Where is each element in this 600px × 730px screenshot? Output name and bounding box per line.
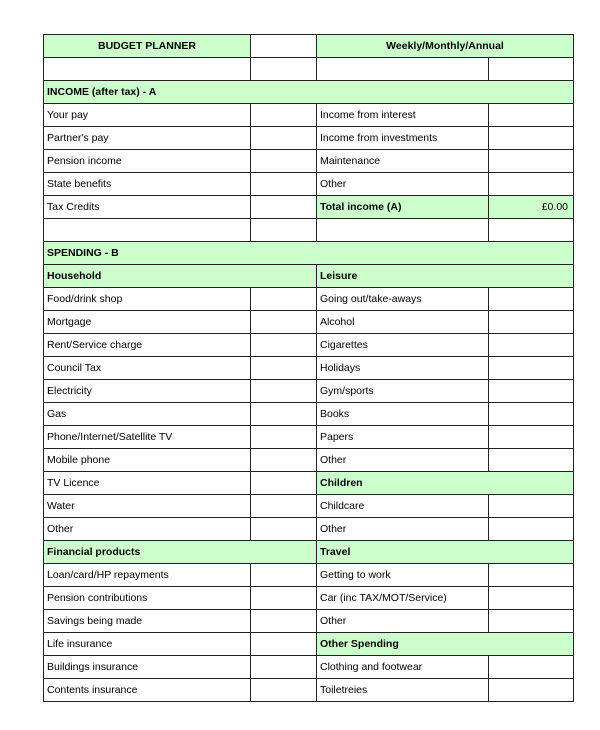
spending-label: Pension contributions [44, 587, 251, 610]
spending-label: Childcare [317, 495, 489, 518]
cell[interactable] [44, 219, 251, 242]
spending-value-cell[interactable] [489, 380, 574, 403]
income-section-title: INCOME (after tax) - A [44, 81, 574, 104]
income-label: Other [317, 173, 489, 196]
spending-value-cell[interactable] [251, 288, 317, 311]
income-section-row [44, 81, 574, 104]
spending-label: Mobile phone [44, 449, 251, 472]
spending-label: Other [317, 449, 489, 472]
total-income-label: Total income (A) [317, 196, 489, 219]
income-value-cell[interactable] [251, 127, 317, 150]
spending-value-cell[interactable] [251, 633, 317, 656]
spending-label: Contents insurance [44, 679, 251, 702]
cell[interactable] [251, 219, 317, 242]
table-row [44, 633, 574, 656]
spending-label: Council Tax [44, 357, 251, 380]
income-label: State benefits [44, 173, 251, 196]
financial-products-title: Financial products [44, 541, 317, 564]
cell[interactable] [317, 219, 489, 242]
spending-value-cell[interactable] [251, 357, 317, 380]
income-label: Pension income [44, 150, 251, 173]
table-row [44, 587, 574, 610]
spending-label: Getting to work [317, 564, 489, 587]
table-row [44, 288, 574, 311]
spending-label: TV Licence [44, 472, 251, 495]
cell[interactable] [489, 58, 574, 81]
table-row [44, 173, 574, 196]
table-row [44, 150, 574, 173]
spending-label: Going out/take-aways [317, 288, 489, 311]
spending-section-title: SPENDING - B [44, 242, 574, 265]
spending-label: Other [317, 518, 489, 541]
header-row [44, 35, 574, 58]
spending-label: Clothing and footwear [317, 656, 489, 679]
table-row [44, 518, 574, 541]
spending-value-cell[interactable] [251, 449, 317, 472]
table-row [44, 104, 574, 127]
table-row [44, 196, 574, 219]
budget-planner-table [43, 34, 574, 702]
spending-value-cell[interactable] [489, 449, 574, 472]
spending-label: Alcohol [317, 311, 489, 334]
category-row [44, 265, 574, 288]
spending-label: Cigarettes [317, 334, 489, 357]
income-label: Maintenance [317, 150, 489, 173]
spending-value-cell[interactable] [251, 656, 317, 679]
spending-label: Food/drink shop [44, 288, 251, 311]
spending-label: Other [44, 518, 251, 541]
spending-label: Mortgage [44, 311, 251, 334]
cell[interactable] [251, 58, 317, 81]
spending-value-cell[interactable] [489, 610, 574, 633]
spending-value-cell[interactable] [251, 495, 317, 518]
spending-label: Rent/Service charge [44, 334, 251, 357]
spending-value-cell[interactable] [251, 380, 317, 403]
spending-label: Gym/sports [317, 380, 489, 403]
table-row [44, 403, 574, 426]
spending-value-cell[interactable] [251, 472, 317, 495]
header-blank-cell[interactable] [251, 35, 317, 58]
spending-value-cell[interactable] [489, 587, 574, 610]
table-row [44, 127, 574, 150]
other-spending-title: Other Spending [317, 633, 574, 656]
spending-section-row [44, 242, 574, 265]
spending-label: Toiletreies [317, 679, 489, 702]
spending-value-cell[interactable] [489, 656, 574, 679]
income-value-cell[interactable] [251, 196, 317, 219]
spending-value-cell[interactable] [489, 311, 574, 334]
blank-row [44, 58, 574, 81]
table-row [44, 334, 574, 357]
spending-value-cell[interactable] [251, 679, 317, 702]
table-row [44, 357, 574, 380]
leisure-title: Leisure [317, 265, 574, 288]
table-row [44, 449, 574, 472]
spending-label: Holidays [317, 357, 489, 380]
income-label: Tax Credits [44, 196, 251, 219]
household-title: Household [44, 265, 317, 288]
spending-value-cell[interactable] [489, 495, 574, 518]
planner-title: BUDGET PLANNER [44, 35, 251, 58]
income-value-cell[interactable] [251, 104, 317, 127]
spending-value-cell[interactable] [251, 311, 317, 334]
spending-value-cell[interactable] [489, 679, 574, 702]
spending-value-cell[interactable] [489, 357, 574, 380]
total-income-value: £0.00 [489, 196, 574, 219]
income-value-cell[interactable] [489, 104, 574, 127]
spending-value-cell[interactable] [251, 334, 317, 357]
table-row [44, 564, 574, 587]
income-label: Income from interest [317, 104, 489, 127]
income-value-cell[interactable] [489, 127, 574, 150]
spending-value-cell[interactable] [489, 288, 574, 311]
spending-label: Gas [44, 403, 251, 426]
spending-label: Car (inc TAX/MOT/Service) [317, 587, 489, 610]
income-value-cell[interactable] [251, 150, 317, 173]
spending-value-cell[interactable] [489, 403, 574, 426]
spending-value-cell[interactable] [489, 334, 574, 357]
spending-label: Water [44, 495, 251, 518]
category-row [44, 541, 574, 564]
spending-label: Loan/card/HP repayments [44, 564, 251, 587]
table-row [44, 679, 574, 702]
travel-title: Travel [317, 541, 574, 564]
income-label: Your pay [44, 104, 251, 127]
table-row [44, 380, 574, 403]
spending-label: Other [317, 610, 489, 633]
spending-value-cell[interactable] [251, 518, 317, 541]
cell[interactable] [317, 58, 489, 81]
income-value-cell[interactable] [489, 150, 574, 173]
table-row [44, 472, 574, 495]
income-label: Partner's pay [44, 127, 251, 150]
spending-label: Buildings insurance [44, 656, 251, 679]
income-label: Income from investments [317, 127, 489, 150]
spending-label: Phone/Internet/Satellite TV [44, 426, 251, 449]
table-row [44, 426, 574, 449]
table-row [44, 656, 574, 679]
spending-label: Life insurance [44, 633, 251, 656]
spending-value-cell[interactable] [489, 564, 574, 587]
income-value-cell[interactable] [251, 173, 317, 196]
spending-label: Savings being made [44, 610, 251, 633]
cell[interactable] [489, 219, 574, 242]
table-row [44, 610, 574, 633]
spending-value-cell[interactable] [251, 564, 317, 587]
income-value-cell[interactable] [489, 173, 574, 196]
cell[interactable] [44, 58, 251, 81]
spending-label: Books [317, 403, 489, 426]
spending-value-cell[interactable] [251, 403, 317, 426]
spending-value-cell[interactable] [489, 426, 574, 449]
spending-value-cell[interactable] [251, 426, 317, 449]
spending-value-cell[interactable] [251, 610, 317, 633]
spending-value-cell[interactable] [251, 587, 317, 610]
table-row [44, 495, 574, 518]
spending-label: Electricity [44, 380, 251, 403]
blank-row [44, 219, 574, 242]
period-header: Weekly/Monthly/Annual [317, 35, 574, 58]
spending-value-cell[interactable] [489, 518, 574, 541]
spending-label: Papers [317, 426, 489, 449]
table-row [44, 311, 574, 334]
children-title: Children [317, 472, 574, 495]
